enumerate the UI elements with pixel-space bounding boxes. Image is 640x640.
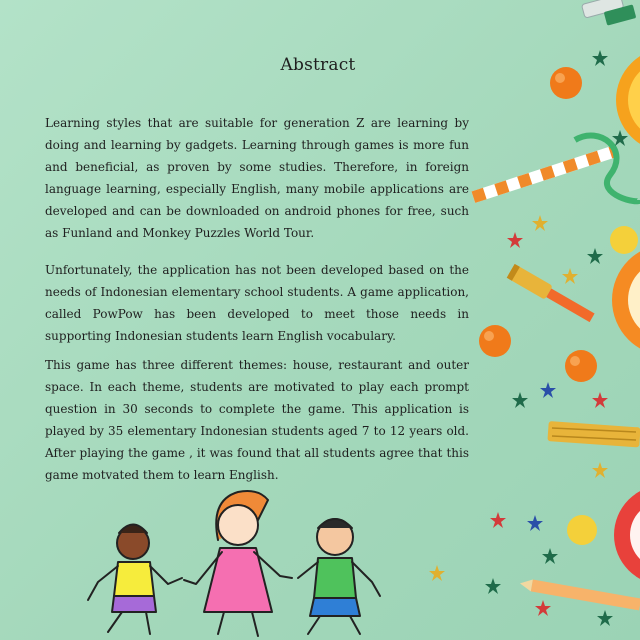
child-middle-icon [184, 491, 292, 636]
abstract-paragraph-1: Learning styles that are suitable for generation Z are learning by doing and learning by gadgets. Learning through games is more fun and beneficial, as proven by some studies. Therefore, in foreign language learning, especially English, many mobile applications are developed and can be downloaded on android phones for free, such as Funland and Monkey Puzzles World Tour. [45, 116, 469, 240]
page-title: Abstract [280, 55, 356, 75]
abstract-paragraph-2: Unfortunately, the application has not been developed based on the needs of Indonesian elementary school students. A game application, called PowPow has been developed to meet those needs in supporting Indonesian students learn English vocabulary. [45, 263, 469, 343]
abstract-paragraph-3: This game has three different themes: house, restaurant and outer space. In each theme, students are motivated to play each prompt question in 30 seconds to complete the game. This application is played by 35 elementary Indonesian students aged 7 to 12 years old. After playing the game , it was found that all students agree that this game motvated them to learn English. [45, 358, 469, 482]
child-left-icon [88, 525, 182, 635]
child-right-icon [298, 519, 380, 634]
